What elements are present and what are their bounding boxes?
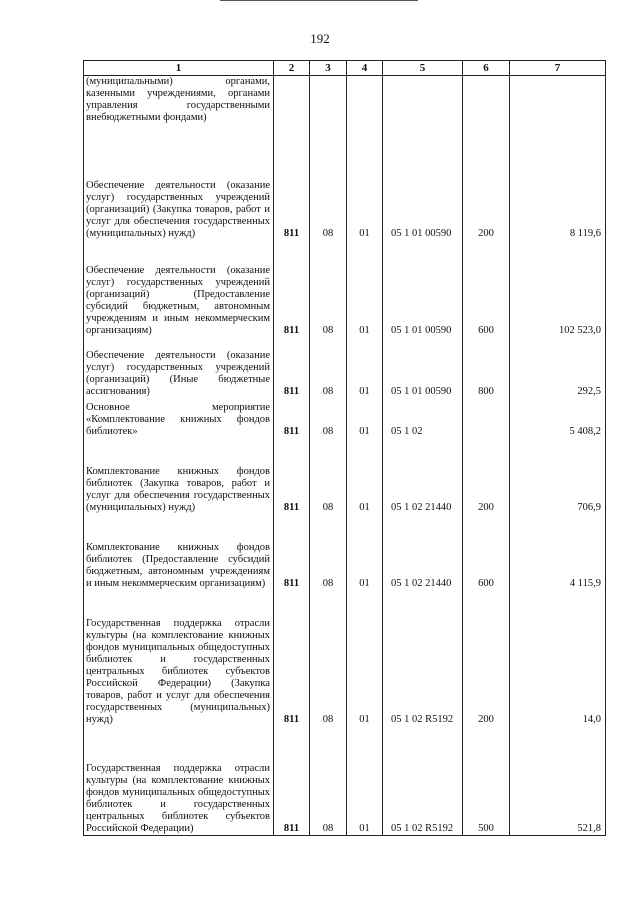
cell-expense-type: 800 [463,337,510,398]
cell-section: 08 [310,337,347,398]
cell-ministry [274,76,310,156]
cell-target-article: 05 1 02 R5192 [383,726,463,836]
cell-subsection: 01 [347,240,383,337]
column-header: 3 [310,61,347,76]
cell-section: 08 [310,398,347,438]
cell-ministry: 811 [274,726,310,836]
cell-expense-type: 200 [463,156,510,240]
cell-target-article: 05 1 02 21440 [383,438,463,514]
cell-subsection: 01 [347,590,383,726]
table-row [84,590,606,726]
cell-subsection: 01 [347,337,383,398]
row-description: Государственная поддержка отрасли культуры (на комплектование книжных фондов муниципальных общедоступных библиотек и государственных центральных библиотек субъектов Российской Федерации) [84,726,274,836]
cell-target-article [383,76,463,156]
cell-amount: 292,5 [510,337,606,398]
cell-target-article: 05 1 01 00590 [383,156,463,240]
cell-expense-type: 200 [463,590,510,726]
column-header: 2 [274,61,310,76]
cell-expense-type: 600 [463,514,510,590]
cell-ministry: 811 [274,398,310,438]
budget-table [83,60,606,836]
cell-subsection: 01 [347,726,383,836]
table-row [84,240,606,337]
cell-amount: 521,8 [510,726,606,836]
cell-target-article: 05 1 02 R5192 [383,590,463,726]
row-description: Обеспечение деятельности (оказание услуг) государственных учреждений (организаций) (Иные бюджетные ассигнования) [84,337,274,398]
cell-subsection: 01 [347,514,383,590]
cell-expense-type: 600 [463,240,510,337]
cell-ministry: 811 [274,438,310,514]
cell-expense-type: 500 [463,726,510,836]
cell-section: 08 [310,240,347,337]
cell-ministry: 811 [274,240,310,337]
cell-section: 08 [310,590,347,726]
cell-subsection: 01 [347,438,383,514]
row-description: Комплектование книжных фондов библиотек (Предоставление субсидий бюджетным, автономным учреждениям и иным некоммерческим организациям) [84,514,274,590]
table-row [84,156,606,240]
cell-subsection [347,76,383,156]
table-row [84,438,606,514]
top-rule [220,0,418,1]
row-description: (муниципальными) органами, казенными учреждениями, органами управления государственными внебюджетными фондами) [84,76,274,156]
cell-expense-type: 200 [463,438,510,514]
row-description: Обеспечение деятельности (оказание услуг) государственных учреждений (организаций) (Закупка товаров, работ и услуг для обеспечения государственных (муниципальных) нужд) [84,156,274,240]
cell-ministry: 811 [274,156,310,240]
cell-section: 08 [310,156,347,240]
row-description: Государственная поддержка отрасли культуры (на комплектование книжных фондов муниципальных общедоступных библиотек и государственных центральных библиотек субъектов Российской Федерации) (Закупка товаров, работ и услуг для обеспечения государственных (муниципальных) нужд) [84,590,274,726]
table-row [84,726,606,836]
table-row [84,337,606,398]
cell-ministry: 811 [274,514,310,590]
column-header: 6 [463,61,510,76]
cell-expense-type [463,76,510,156]
cell-subsection: 01 [347,398,383,438]
cell-section: 08 [310,726,347,836]
row-description: Обеспечение деятельности (оказание услуг) государственных учреждений (организаций) (Предоставление субсидий бюджетным, автономным учреждениям и иным некоммерческим организациям) [84,240,274,337]
column-header: 7 [510,61,606,76]
column-header: 5 [383,61,463,76]
cell-ministry: 811 [274,337,310,398]
row-description: Основное мероприятие «Комплектование книжных фондов библиотек» [84,398,274,438]
column-header: 4 [347,61,383,76]
cell-expense-type [463,398,510,438]
cell-amount: 8 119,6 [510,156,606,240]
column-header: 1 [84,61,274,76]
cell-ministry: 811 [274,590,310,726]
table-row [84,76,606,156]
cell-target-article: 05 1 02 [383,398,463,438]
table-header-row [84,61,606,76]
cell-target-article: 05 1 01 00590 [383,240,463,337]
cell-section: 08 [310,438,347,514]
cell-amount: 5 408,2 [510,398,606,438]
row-description: Комплектование книжных фондов библиотек (Закупка товаров, работ и услуг для обеспечения государственных (муниципальных) нужд) [84,438,274,514]
cell-amount: 102 523,0 [510,240,606,337]
cell-section: 08 [310,514,347,590]
page-number: 192 [310,31,330,46]
table-row [84,514,606,590]
cell-subsection: 01 [347,156,383,240]
cell-amount: 14,0 [510,590,606,726]
cell-section [310,76,347,156]
cell-target-article: 05 1 01 00590 [383,337,463,398]
cell-amount [510,76,606,156]
cell-amount: 706,9 [510,438,606,514]
cell-amount: 4 115,9 [510,514,606,590]
cell-target-article: 05 1 02 21440 [383,514,463,590]
table-row [84,398,606,438]
